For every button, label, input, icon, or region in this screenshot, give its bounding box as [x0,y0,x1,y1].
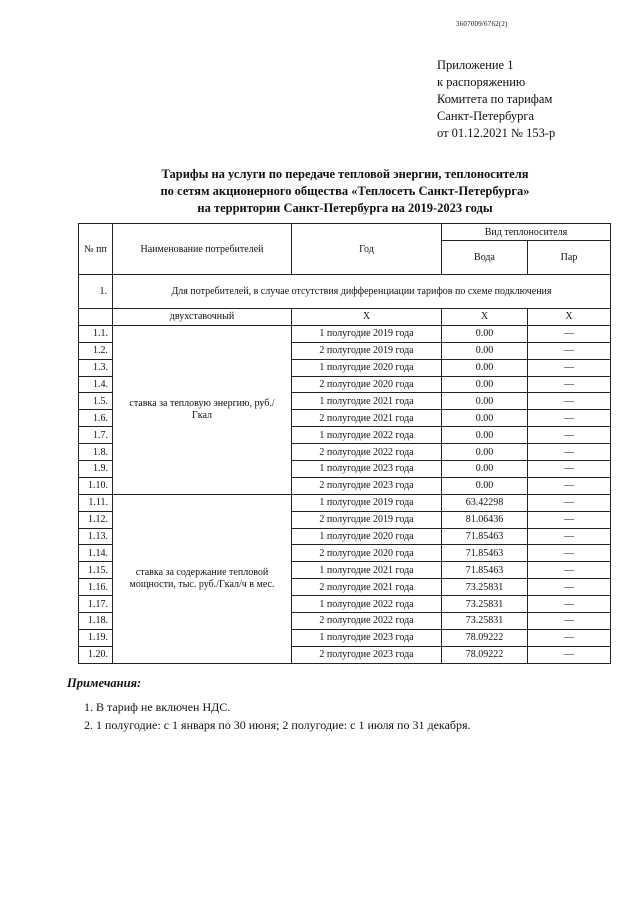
section-num: 1. [79,275,113,309]
title-line: Тарифы на услуги по передаче тепловой энергии, теплоносителя [161,167,529,181]
row-num: 1.6. [79,410,113,427]
row-period: 2 полугодие 2019 года [292,511,442,528]
row-steam-value: — [528,545,611,562]
row-num: 1.19. [79,629,113,646]
row-num: 1.5. [79,393,113,410]
row-water-value: 0.00 [442,410,528,427]
row-period: 1 полугодие 2021 года [292,393,442,410]
row-period: 1 полугодие 2020 года [292,528,442,545]
tariff-table [78,223,611,664]
subheader-row [79,309,611,326]
row-period: 2 полугодие 2023 года [292,477,442,494]
row-period: 1 полугодие 2023 года [292,461,442,478]
row-water-value: 0.00 [442,427,528,444]
row-period: 1 полугодие 2023 года [292,629,442,646]
row-water-value: 0.00 [442,342,528,359]
row-steam-value: — [528,629,611,646]
appendix-line: Приложение 1 [437,58,514,72]
row-water-value: 73.25831 [442,596,528,613]
row-period: 2 полугодие 2021 года [292,410,442,427]
row-steam-value: — [528,579,611,596]
row-water-value: 73.25831 [442,579,528,596]
group-label-capacity: ставка за содержание тепловой мощности, тыс. руб./Гкал/ч в мес. [113,494,292,663]
subheader-water: Х [442,309,528,326]
row-water-value: 71.85463 [442,545,528,562]
section-row [79,275,611,309]
row-steam-value: — [528,528,611,545]
header-year: Год [292,224,442,275]
row-steam-value: — [528,325,611,342]
row-period: 1 полугодие 2019 года [292,325,442,342]
row-num: 1.16. [79,579,113,596]
row-water-value: 0.00 [442,477,528,494]
appendix-line: к распоряжению [437,75,526,89]
appendix-line: Комитета по тарифам [437,92,553,106]
row-num: 1.7. [79,427,113,444]
row-steam-value: — [528,444,611,461]
row-num: 1.12. [79,511,113,528]
row-period: 2 полугодие 2022 года [292,613,442,630]
row-period: 1 полугодие 2021 года [292,562,442,579]
row-steam-value: — [528,342,611,359]
row-steam-value: — [528,511,611,528]
row-period: 1 полугодие 2022 года [292,596,442,613]
row-water-value: 81.06436 [442,511,528,528]
row-period: 1 полугодие 2020 года [292,359,442,376]
row-period: 2 полугодие 2021 года [292,579,442,596]
header-steam: Пар [528,241,611,275]
note-item: 1. В тариф не включен НДС. [84,700,231,714]
row-steam-value: — [528,410,611,427]
notes-title: Примечания: [67,676,142,690]
table-row [79,494,611,511]
row-num: 1.2. [79,342,113,359]
row-water-value: 63.42298 [442,494,528,511]
row-num: 1.3. [79,359,113,376]
row-steam-value: — [528,646,611,663]
header-row [79,224,611,241]
row-water-value: 78.09222 [442,629,528,646]
header-num: № пп [79,224,113,275]
row-steam-value: — [528,376,611,393]
row-period: 2 полугодие 2023 года [292,646,442,663]
title-line: на территории Санкт-Петербурга на 2019-2023 годы [197,201,493,215]
title-line: по сетям акционерного общества «Теплосеть Санкт-Петербурга» [160,184,530,198]
row-steam-value: — [528,427,611,444]
row-num: 1.4. [79,376,113,393]
document-number: 3607009/6762(2) [456,20,508,28]
row-num: 1.11. [79,494,113,511]
row-num: 1.17. [79,596,113,613]
subheader-name: двухставочный [113,309,292,326]
row-period: 1 полугодие 2022 года [292,427,442,444]
row-water-value: 0.00 [442,461,528,478]
header-water: Вода [442,241,528,275]
row-steam-value: — [528,494,611,511]
row-num: 1.18. [79,613,113,630]
notes-list [84,698,471,734]
row-steam-value: — [528,393,611,410]
row-period: 2 полугодие 2022 года [292,444,442,461]
row-steam-value: — [528,359,611,376]
note-item: 2. 1 полугодие: с 1 января по 30 июня; 2 полугодие: с 1 июля по 31 декабря. [84,718,471,732]
row-water-value: 0.00 [442,376,528,393]
row-period: 2 полугодие 2020 года [292,545,442,562]
row-water-value: 0.00 [442,325,528,342]
subheader-num [79,309,113,326]
row-steam-value: — [528,596,611,613]
row-period: 1 полугодие 2019 года [292,494,442,511]
row-water-value: 73.25831 [442,613,528,630]
row-water-value: 71.85463 [442,528,528,545]
row-period: 2 полугодие 2020 года [292,376,442,393]
row-num: 1.15. [79,562,113,579]
table-row [79,325,611,342]
subheader-steam: Х [528,309,611,326]
appendix-block [437,57,555,142]
appendix-line: от 01.12.2021 № 153-р [437,126,556,140]
row-period: 2 полугодие 2019 года [292,342,442,359]
appendix-line: Санкт-Петербурга [437,109,535,123]
row-water-value: 0.00 [442,444,528,461]
row-num: 1.1. [79,325,113,342]
row-steam-value: — [528,461,611,478]
row-water-value: 78.09222 [442,646,528,663]
header-name: Наименование потребителей [113,224,292,275]
subheader-year: Х [292,309,442,326]
row-num: 1.9. [79,461,113,478]
row-steam-value: — [528,477,611,494]
header-heat-carrier: Вид теплоносителя [442,224,611,241]
row-num: 1.13. [79,528,113,545]
row-water-value: 0.00 [442,359,528,376]
row-steam-value: — [528,562,611,579]
row-num: 1.10. [79,477,113,494]
document-title [70,166,620,217]
row-num: 1.14. [79,545,113,562]
row-water-value: 0.00 [442,393,528,410]
group-label-heat-energy: ставка за тепловую энергию, руб./Гкал [113,325,292,494]
section-text: Для потребителей, в случае отсутствия дифференциации тарифов по схеме подключения [113,275,611,309]
row-num: 1.20. [79,646,113,663]
row-steam-value: — [528,613,611,630]
row-num: 1.8. [79,444,113,461]
row-water-value: 71.85463 [442,562,528,579]
